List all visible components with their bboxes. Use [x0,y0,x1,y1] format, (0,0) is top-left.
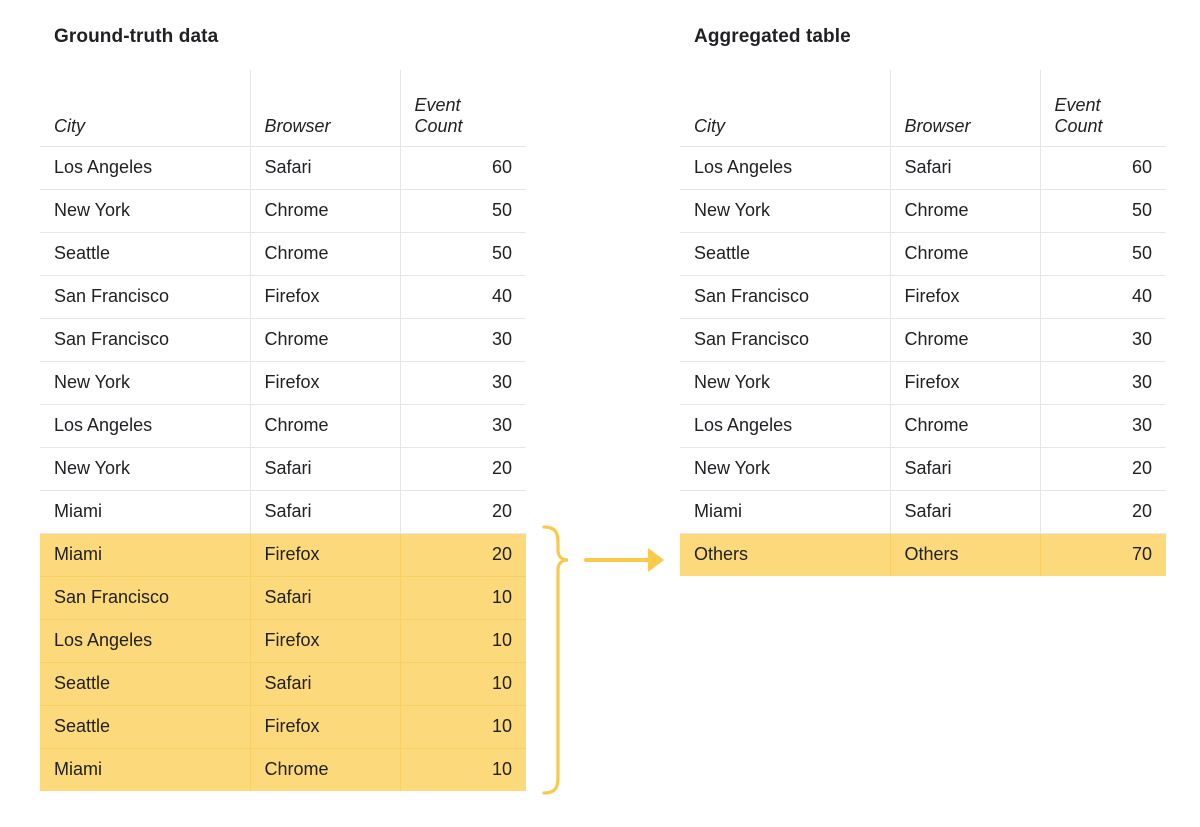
cell-count: 50 [1040,232,1166,275]
table-row [680,232,1166,275]
aggregated-panel [680,26,1170,576]
cell-city: New York [680,447,890,490]
column-header-event-count-line2: Count [414,116,463,137]
column-header-browser-label: Browser [904,116,971,137]
cell-count: 50 [400,232,526,275]
cell-count: 10 [400,748,526,791]
cell-city: New York [40,361,250,404]
cell-browser: Chrome [250,404,400,447]
cell-count: 30 [1040,361,1166,404]
cell-count: 30 [400,361,526,404]
cell-browser: Chrome [250,232,400,275]
cell-count: 30 [400,404,526,447]
table-row-highlighted [40,705,526,748]
cell-city: New York [680,361,890,404]
cell-city: Others [680,533,890,576]
cell-city: New York [40,189,250,232]
table-row [680,447,1166,490]
cell-browser: Chrome [890,318,1040,361]
table-row [680,146,1166,189]
connector-group [528,0,688,822]
ground-truth-title: Ground-truth data [54,26,219,47]
cell-city: Los Angeles [40,404,250,447]
table-row [40,189,526,232]
column-header-city [40,70,250,146]
cell-count: 60 [1040,146,1166,189]
cell-browser: Firefox [890,361,1040,404]
column-header-event-count [1040,70,1166,146]
cell-count: 20 [400,447,526,490]
cell-browser: Chrome [250,748,400,791]
cell-city: Los Angeles [680,146,890,189]
column-header-event-count [400,70,526,146]
cell-count: 50 [1040,189,1166,232]
cell-browser: Firefox [250,705,400,748]
cell-city: Los Angeles [680,404,890,447]
column-header-browser-label: Browser [264,116,331,137]
table-row [40,232,526,275]
cell-browser: Safari [890,490,1040,533]
table-row [40,146,526,189]
table-row [680,318,1166,361]
table-body [680,146,1166,576]
cell-count: 20 [400,533,526,576]
cell-browser: Safari [250,447,400,490]
table-row [680,189,1166,232]
brace-path [544,527,568,793]
column-header-browser [250,70,400,146]
cell-count: 30 [1040,404,1166,447]
aggregated-title: Aggregated table [694,26,851,47]
cell-city: Miami [40,490,250,533]
cell-count: 70 [1040,533,1166,576]
cell-browser: Chrome [250,318,400,361]
table-row-highlighted [40,619,526,662]
cell-browser: Chrome [250,189,400,232]
cell-browser: Firefox [250,533,400,576]
cell-city: San Francisco [680,275,890,318]
cell-city: Los Angeles [40,146,250,189]
table-row [680,275,1166,318]
aggregated-table [680,70,1166,576]
collapse-arrow-icon [586,548,664,572]
cell-count: 30 [1040,318,1166,361]
cell-city: Seattle [40,705,250,748]
table-row [40,318,526,361]
cell-city: Seattle [680,232,890,275]
ground-truth-table [40,70,526,791]
table-row [680,490,1166,533]
ground-truth-panel [40,26,530,791]
column-header-event-count-line1: Event [1054,95,1101,116]
cell-count: 10 [400,662,526,705]
column-header-event-count-line2: Count [1054,116,1103,137]
header-row [40,70,526,146]
cell-count: 20 [400,490,526,533]
table-row [680,404,1166,447]
cell-count: 30 [400,318,526,361]
cell-browser: Chrome [890,189,1040,232]
table-row [680,361,1166,404]
cell-city: Miami [40,533,250,576]
cell-browser: Firefox [250,619,400,662]
cell-browser: Firefox [250,361,400,404]
cell-city: Seattle [40,662,250,705]
table-row [40,275,526,318]
cell-count: 10 [400,619,526,662]
cell-browser: Safari [250,146,400,189]
cell-browser: Safari [890,447,1040,490]
table-row [40,447,526,490]
cell-city: New York [40,447,250,490]
table-header [680,70,1166,146]
table-row [40,404,526,447]
cell-browser: Safari [250,490,400,533]
grouping-brace [544,527,568,793]
cell-count: 20 [1040,490,1166,533]
cell-city: Miami [40,748,250,791]
column-header-city-label: City [694,116,725,137]
cell-browser: Chrome [890,232,1040,275]
cell-city: San Francisco [40,576,250,619]
table-row-highlighted [40,748,526,791]
table-row-highlighted [40,576,526,619]
cell-browser: Others [890,533,1040,576]
column-header-event-count-line1: Event [414,95,461,116]
table-header [40,70,526,146]
cell-city: Miami [680,490,890,533]
table-row [40,361,526,404]
cell-count: 20 [1040,447,1166,490]
table-body [40,146,526,791]
table-row-highlighted [680,533,1166,576]
header-row [680,70,1166,146]
cell-browser: Safari [250,662,400,705]
table-row [40,490,526,533]
cell-count: 10 [400,705,526,748]
cell-city: San Francisco [680,318,890,361]
cell-browser: Chrome [890,404,1040,447]
cell-count: 10 [400,576,526,619]
table-row-highlighted [40,533,526,576]
cell-count: 50 [400,189,526,232]
cell-count: 40 [1040,275,1166,318]
cell-browser: Safari [890,146,1040,189]
column-header-city [680,70,890,146]
cell-browser: Safari [250,576,400,619]
column-header-browser [890,70,1040,146]
cell-count: 60 [400,146,526,189]
cell-city: Los Angeles [40,619,250,662]
arrow-head [648,548,664,572]
table-row-highlighted [40,662,526,705]
connector-svg [528,0,688,822]
cell-browser: Firefox [890,275,1040,318]
cell-browser: Firefox [250,275,400,318]
cell-city: New York [680,189,890,232]
cell-city: San Francisco [40,275,250,318]
column-header-city-label: City [54,116,85,137]
cell-city: San Francisco [40,318,250,361]
cell-city: Seattle [40,232,250,275]
cell-count: 40 [400,275,526,318]
